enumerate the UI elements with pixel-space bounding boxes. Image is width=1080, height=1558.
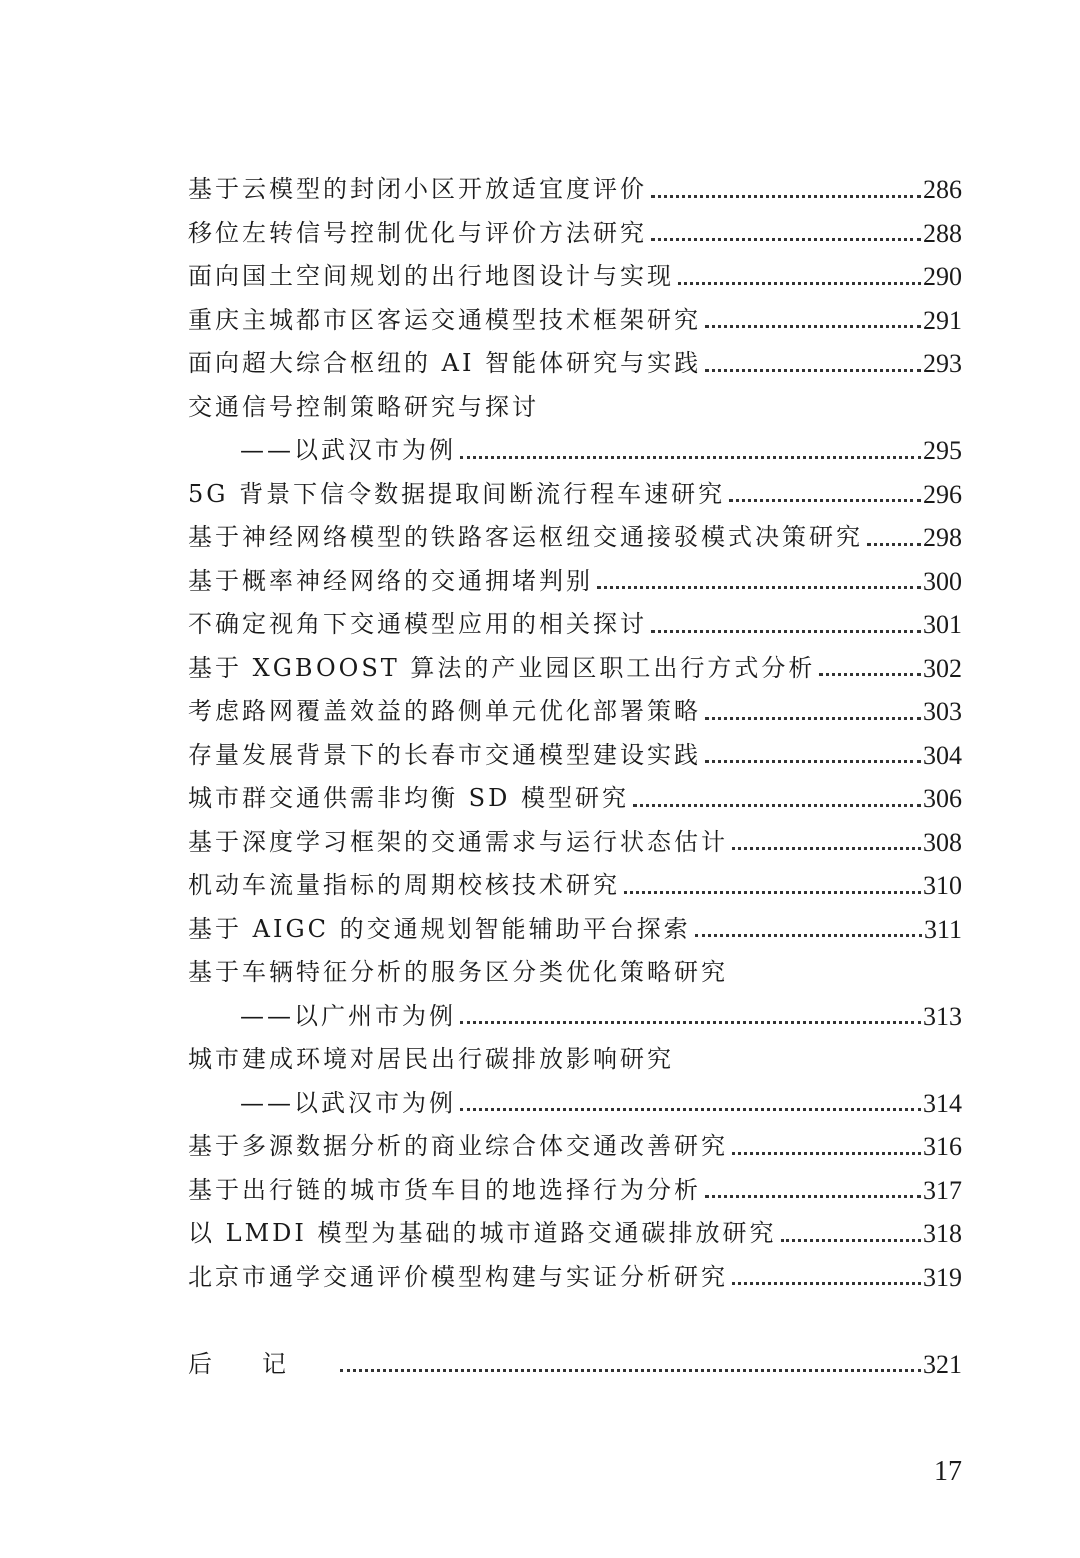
toc-entry-title: 不确定视角下交通模型应用的相关探讨 — [188, 610, 647, 638]
dot-leader — [705, 325, 921, 328]
toc-entry-page: 308 — [923, 827, 962, 857]
toc-entry-page: 295 — [923, 436, 962, 465]
toc-entry-title: 后记 — [188, 1349, 336, 1378]
toc-entry[interactable] — [188, 168, 962, 212]
dot-leader — [460, 1108, 921, 1111]
toc-entry[interactable] — [188, 864, 962, 908]
dot-leader — [732, 1152, 921, 1155]
toc-entry-title: 基于云模型的封闭小区开放适宜度评价 — [188, 175, 647, 203]
dot-leader — [729, 499, 921, 502]
toc-entry-title: 基于出行链的城市货车目的地选择行为分析 — [188, 1175, 701, 1204]
toc-entry-heading[interactable] — [188, 1038, 962, 1082]
dot-leader — [705, 717, 921, 720]
toc-entry-title: 机动车流量指标的周期校核技术研究 — [188, 871, 620, 899]
toc-entry-page: 311 — [923, 914, 962, 944]
toc-entry-subtitle: ——以武汉市为例 — [240, 436, 456, 464]
toc-entry-page: 321 — [923, 1349, 962, 1379]
toc-entry[interactable] — [188, 908, 962, 952]
toc-entry[interactable] — [188, 516, 962, 560]
toc-entry-page: 301 — [923, 610, 962, 639]
dot-leader — [695, 934, 922, 937]
toc-entry-title: 面向国土空间规划的出行地图设计与实现 — [188, 262, 674, 290]
toc-entry-subtitle: ——以武汉市为例 — [240, 1088, 456, 1117]
toc-entry[interactable] — [188, 690, 962, 734]
dot-leader — [705, 760, 921, 763]
toc-entry-title: 重庆主城都市区客运交通模型技术框架研究 — [188, 305, 701, 334]
toc-entry-page: 293 — [923, 349, 962, 378]
dot-leader — [705, 1195, 921, 1198]
toc-entry-title: 面向超大综合枢纽的 AI 智能体研究与实践 — [188, 349, 702, 377]
toc-entry-title: 考虑路网覆盖效益的路侧单元优化部署策略 — [188, 697, 701, 725]
toc-entry[interactable] — [188, 429, 962, 473]
dot-leader — [624, 891, 921, 894]
page-number: 17 — [934, 1456, 962, 1487]
toc-entry-title: 基于车辆特征分析的服务区分类优化策略研究 — [188, 958, 728, 986]
dot-leader — [633, 804, 921, 807]
toc-entry-page: 316 — [923, 1132, 962, 1161]
toc-entry[interactable] — [188, 1082, 962, 1126]
section-spacer — [188, 1299, 962, 1343]
toc-entry-heading[interactable] — [188, 386, 962, 430]
dot-leader — [460, 456, 921, 459]
toc-entry-title: 存量发展背景下的长春市交通模型建设实践 — [188, 740, 701, 769]
toc-entry-title: 基于深度学习框架的交通需求与运行状态估计 — [188, 827, 728, 856]
toc-entry-title: 城市建成环境对居民出行碳排放影响研究 — [188, 1045, 674, 1073]
toc-entry-title: 基于神经网络模型的铁路客运枢纽交通接驳模式决策研究 — [188, 523, 863, 551]
toc-entry-title: 5G 背景下信令数据提取间断流行程车速研究 — [188, 479, 726, 508]
toc-entry-title: 交通信号控制策略研究与探讨 — [188, 392, 539, 421]
dot-leader — [819, 673, 921, 676]
dot-leader — [678, 282, 921, 285]
toc-entry-page: 288 — [923, 218, 962, 248]
toc-entry-page: 310 — [923, 871, 962, 900]
toc-entry-title: 城市群交通供需非均衡 SD 模型研究 — [188, 784, 629, 812]
toc-entry[interactable] — [188, 1212, 962, 1256]
toc-entry-page: 290 — [923, 262, 962, 291]
toc-entry[interactable] — [188, 1256, 962, 1300]
toc-entry-page: 286 — [923, 175, 962, 204]
dot-leader — [651, 238, 921, 241]
dot-leader — [732, 1282, 921, 1285]
toc-entry-heading[interactable] — [188, 951, 962, 995]
toc-entry-page: 313 — [923, 1001, 962, 1031]
toc-entry-page: 306 — [923, 784, 962, 813]
toc-entry[interactable] — [188, 777, 962, 821]
toc-entry[interactable] — [188, 473, 962, 517]
toc-entry-afterword[interactable] — [188, 1343, 962, 1387]
dot-leader — [781, 1239, 922, 1242]
toc-entry[interactable] — [188, 647, 962, 691]
toc-entry[interactable] — [188, 560, 962, 604]
toc-entry-page: 296 — [923, 479, 962, 509]
toc-entry[interactable] — [188, 603, 962, 647]
dot-leader — [705, 369, 921, 372]
toc-entry[interactable] — [188, 255, 962, 299]
toc-entry[interactable] — [188, 821, 962, 865]
toc-entry[interactable] — [188, 299, 962, 343]
toc-entry-title: 基于 AIGC 的交通规划智能辅助平台探索 — [188, 914, 691, 943]
toc-entry-page: 298 — [923, 523, 962, 552]
toc-entry-title: 北京市通学交通评价模型构建与实证分析研究 — [188, 1262, 728, 1291]
toc-entry-page: 317 — [923, 1175, 962, 1205]
toc-entry-page: 300 — [923, 566, 962, 596]
toc-entry-title: 移位左转信号控制优化与评价方法研究 — [188, 218, 647, 247]
toc-entry[interactable] — [188, 734, 962, 778]
toc-entry-page: 318 — [923, 1219, 962, 1248]
dot-leader — [867, 543, 921, 546]
toc-entry-page: 304 — [923, 740, 962, 770]
toc-entry-page: 314 — [923, 1088, 962, 1118]
toc-entry[interactable] — [188, 342, 962, 386]
toc-entry-page: 302 — [923, 653, 962, 683]
dot-leader — [651, 195, 921, 198]
toc-entry-title: 基于多源数据分析的商业综合体交通改善研究 — [188, 1132, 728, 1160]
toc-entry-subtitle: ——以广州市为例 — [240, 1001, 456, 1030]
dot-leader — [460, 1021, 921, 1024]
toc-entry[interactable] — [188, 1169, 962, 1213]
dot-leader — [732, 847, 921, 850]
toc-entry-title: 基于 XGBOOST 算法的产业园区职工出行方式分析 — [188, 653, 816, 682]
toc-entry-page: 291 — [923, 305, 962, 335]
toc-list — [188, 168, 962, 1299]
toc-entry[interactable] — [188, 1125, 962, 1169]
toc-entry[interactable] — [188, 212, 962, 256]
table-of-contents — [188, 168, 962, 1386]
toc-entry-title: 以 LMDI 模型为基础的城市道路交通碳排放研究 — [188, 1219, 777, 1247]
toc-entry-page: 303 — [923, 697, 962, 726]
dot-leader — [340, 1369, 921, 1372]
toc-entry-page: 319 — [923, 1262, 962, 1292]
toc-entry-title: 基于概率神经网络的交通拥堵判别 — [188, 566, 593, 595]
dot-leader — [597, 586, 921, 589]
dot-leader — [651, 630, 921, 633]
toc-entry[interactable] — [188, 995, 962, 1039]
